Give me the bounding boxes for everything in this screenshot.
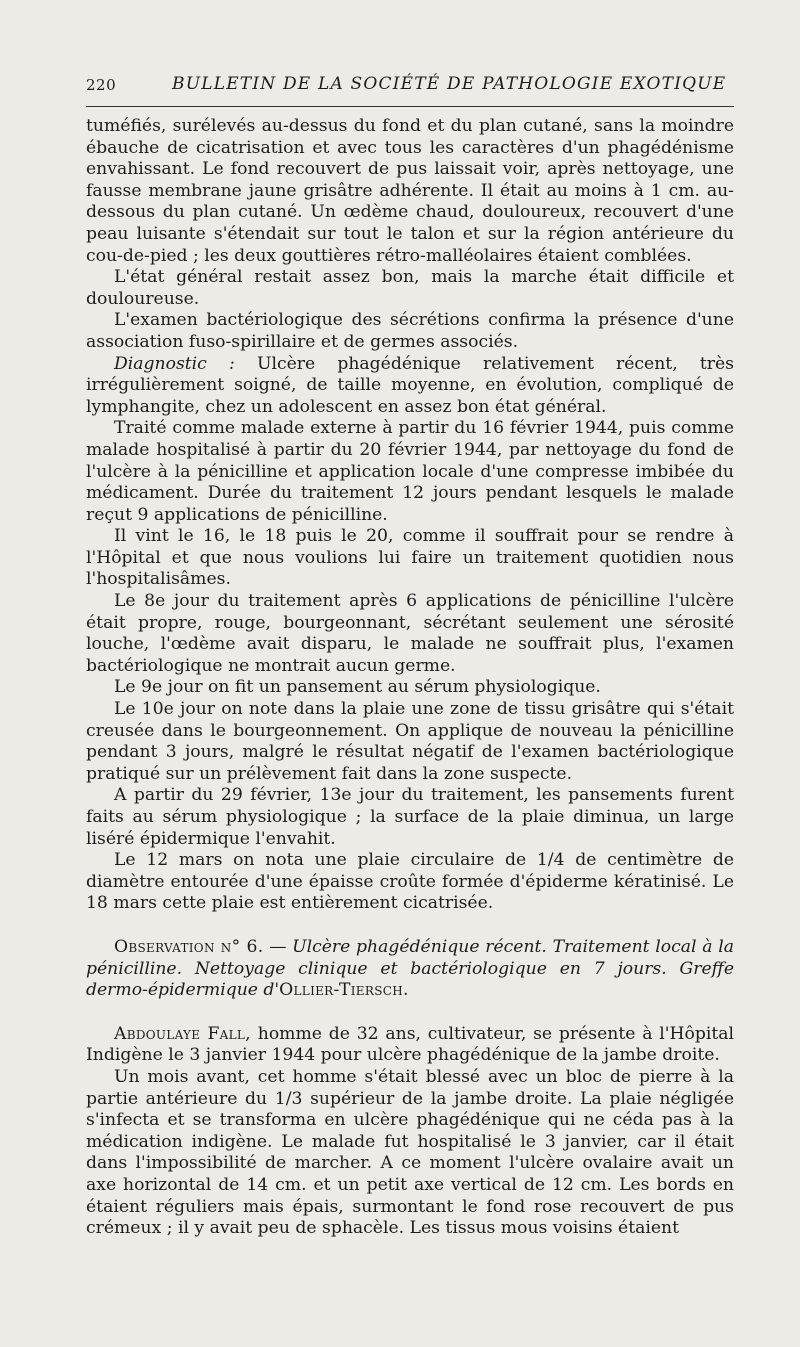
paragraph-day-8: Le 8e jour du traitement après 6 applications de pénicilline l'ulcère était propre, rouge, bourgeonnant, sécrétant seulement une sérosité louche, l'œdème avait disparu, le malade ne souffrait plus, l'examen bactériologique ne montrait aucun germe. bbox=[86, 591, 734, 676]
observation-dash: — bbox=[263, 936, 293, 957]
header-rule bbox=[86, 106, 734, 107]
paragraph-treatment: Traité comme malade externe à partir du 16 février 1944, puis comme malade hospitalisé à partir du 20 février 1944, par nettoyage du fond de l'ulcère à la pénicilline et application locale d'une compresse imbibée du médicament. Durée du traitement 12 jours pendant lesquels le malade reçut 9 applications de pénicilline. bbox=[86, 418, 734, 525]
diagnosis-label: Diagnostic : bbox=[114, 353, 235, 374]
observation-heading bbox=[86, 937, 734, 1002]
page-header bbox=[86, 74, 736, 104]
paragraph-bacteriology: L'examen bactériologique des sécrétions confirma la présence d'une association fuso-spirillaire et de germes associés. bbox=[86, 310, 734, 352]
paragraph-history: Un mois avant, cet homme s'était blessé avec un bloc de pierre à la partie antérieure du 1/3 supérieur de la jambe droite. La plaie négligée s'infecta et se transforma en ulcère phagédénique qui ne céda pas à la médication indigène. Le malade fut hospitalisé le 3 janvier, car il était dans l'impossibilité de marcher. A ce moment l'ulcère ovalaire avait un axe horizontal de 14 cm. et un petit axe vertical de 12 cm. Les bords en étaient réguliers mais épais, surmontant le fond rose recouvert de pus crémeux ; il y avait peu de sphacèle. Les tissus mous voisins étaient bbox=[86, 1066, 734, 1239]
paragraph-day-13: A partir du 29 février, 13e jour du traitement, les pansements furent faits au sérum physiologique ; la surface de la plaie diminua, un large liséré épidermique l'envahit. bbox=[86, 785, 734, 849]
paragraph-hospitalisation: Il vint le 16, le 18 puis le 20, comme il souffrait pour se rendre à l'Hôpital et que nous voulions lui faire un traitement quotidien nous l'hospitalisâmes. bbox=[86, 526, 734, 590]
paragraph-patient bbox=[86, 1024, 734, 1067]
paragraph-diagnosis bbox=[86, 354, 734, 419]
paragraph-day-9: Le 9e jour on fit un pansement au sérum physiologique. bbox=[114, 677, 601, 698]
patient-text: homme de 32 ans, cultivateur, se présente à l'Hôpital Indigène le 3 janvier 1944 pour ulcère phagédénique de la jambe droite. bbox=[86, 1023, 734, 1066]
running-title: BULLETIN DE LA SOCIÉTÉ DE PATHOLOGIE EXOTIQUE bbox=[172, 74, 727, 94]
paragraph-healed: Le 12 mars on nota une plaie circulaire de 1/4 de centimètre de diamètre entourée d'une épaisse croûte formée d'épiderme kératinisé. Le 18 mars cette plaie est entièrement cicatrisée. bbox=[86, 850, 734, 914]
observation-title: Ulcère phagédénique récent. Traitement local à la pénicilline. Nettoyage clinique et bactériologique en 7 jours. Greffe dermo-épidermique d' bbox=[86, 936, 734, 1001]
paragraph-continuation: tuméfiés, surélevés au-dessus du fond et du plan cutané, sans la moindre ébauche de cicatrisation et avec tous les caractères d'un phagédénisme envahissant. Le fond recouvert de pus laissait voir, après nettoyage, une fausse membrane jaune grisâtre adhérente. Il était au moins à 1 cm. au-dessous du plan cutané. Un œdème chaud, douloureux, recouvert d'une peau luisante s'étendait sur tout le talon et sur la région antérieure du cou-de-pied ; les deux gouttières rétro-malléolaires étaient comblées. bbox=[86, 116, 734, 266]
body-text bbox=[86, 116, 734, 1240]
observation-label: Observation n° 6. bbox=[114, 936, 264, 957]
patient-name: Abdoulaye Fall, bbox=[114, 1023, 251, 1044]
paragraph-day-10: Le 10e jour on note dans la plaie une zone de tissu grisâtre qui s'était creusée dans le bourgeonnement. On applique de nouveau la pénicilline pendant 3 jours, malgré le résultat négatif de l'examen bactériologique pratiqué sur un prélèvement fait dans la zone suspecte. bbox=[86, 699, 734, 784]
observation-author: Ollier-Tiersch. bbox=[279, 980, 409, 1001]
paragraph-general-state: L'état général restait assez bon, mais la marche était difficile et douloureuse. bbox=[86, 267, 734, 309]
diagnosis-text: Ulcère phagédénique relativement récent, très irrégulièrement soigné, de taille moyenne, en évolution, compliqué de lymphangite, chez un adolescent en assez bon état général. bbox=[86, 353, 734, 417]
page-number: 220 bbox=[86, 76, 117, 94]
